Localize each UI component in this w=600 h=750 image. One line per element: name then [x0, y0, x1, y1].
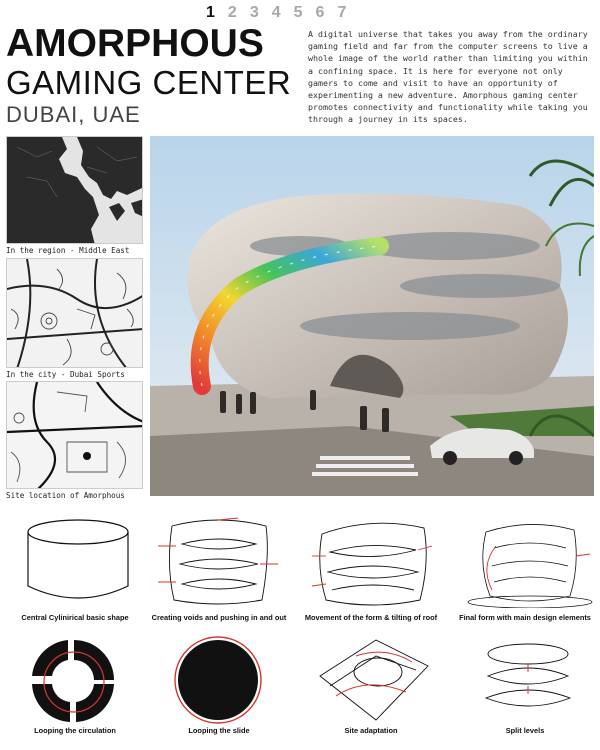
page-number-4[interactable]: 4: [271, 4, 281, 21]
split-levels-diagram: [470, 636, 586, 724]
slide-caption: Looping the slide: [188, 726, 250, 735]
voids-diagram: [158, 516, 278, 608]
voids-caption: Creating voids and pushing in and out: [151, 613, 287, 622]
page-indicator: [206, 4, 346, 22]
movement-diagram: [312, 516, 432, 608]
project-subtitle: GAMING CENTER: [6, 64, 292, 101]
site-map-label: Site location of Amorphous: [6, 491, 125, 500]
building-render: [150, 136, 594, 496]
project-location: DUBAI, UAE: [6, 102, 141, 127]
cylinder-caption: Central Cylinirical basic shape: [21, 613, 129, 622]
project-title: AMORPHOUS: [6, 22, 264, 65]
final-form-caption: Final form with main design elements: [459, 613, 591, 622]
page-number-1[interactable]: 1: [206, 4, 215, 21]
circulation-loop-diagram: [28, 636, 120, 724]
movement-caption: Movement of the form & tilting of roof: [304, 613, 438, 622]
city-map-label: In the city - Dubai Sports: [6, 370, 125, 379]
site-adaptation-caption: Site adaptation: [344, 726, 398, 735]
page-number-5[interactable]: 5: [293, 4, 303, 21]
page-number-2[interactable]: 2: [227, 4, 237, 21]
page-number-6[interactable]: 6: [315, 4, 325, 21]
page-number-3[interactable]: 3: [249, 4, 259, 21]
slide-loop-diagram: [172, 636, 264, 724]
circulation-caption: Looping the circulation: [34, 726, 116, 735]
page-number-7[interactable]: 7: [337, 4, 347, 21]
final-form-diagram: [466, 516, 594, 608]
city-map: [6, 258, 143, 368]
project-description: A digital universe that takes you away from the ordinary gaming field and far from the computer screens to live a whole image of the world rather than limiting you within a confining space. It is here for everyone not only gamers to come and visit to have an opportunity of experimenting a new adventure. Amorphous gaming center promotes connectivity and functionality while taking you through a journey in its spaces.: [308, 29, 588, 125]
cylinder-diagram: [18, 516, 138, 606]
site-adaptation-diagram: [316, 636, 432, 724]
site-map: [6, 381, 143, 489]
region-map: [6, 136, 143, 244]
region-map-label: In the region - Middle East: [6, 246, 130, 255]
split-levels-caption: Split levels: [505, 726, 545, 735]
